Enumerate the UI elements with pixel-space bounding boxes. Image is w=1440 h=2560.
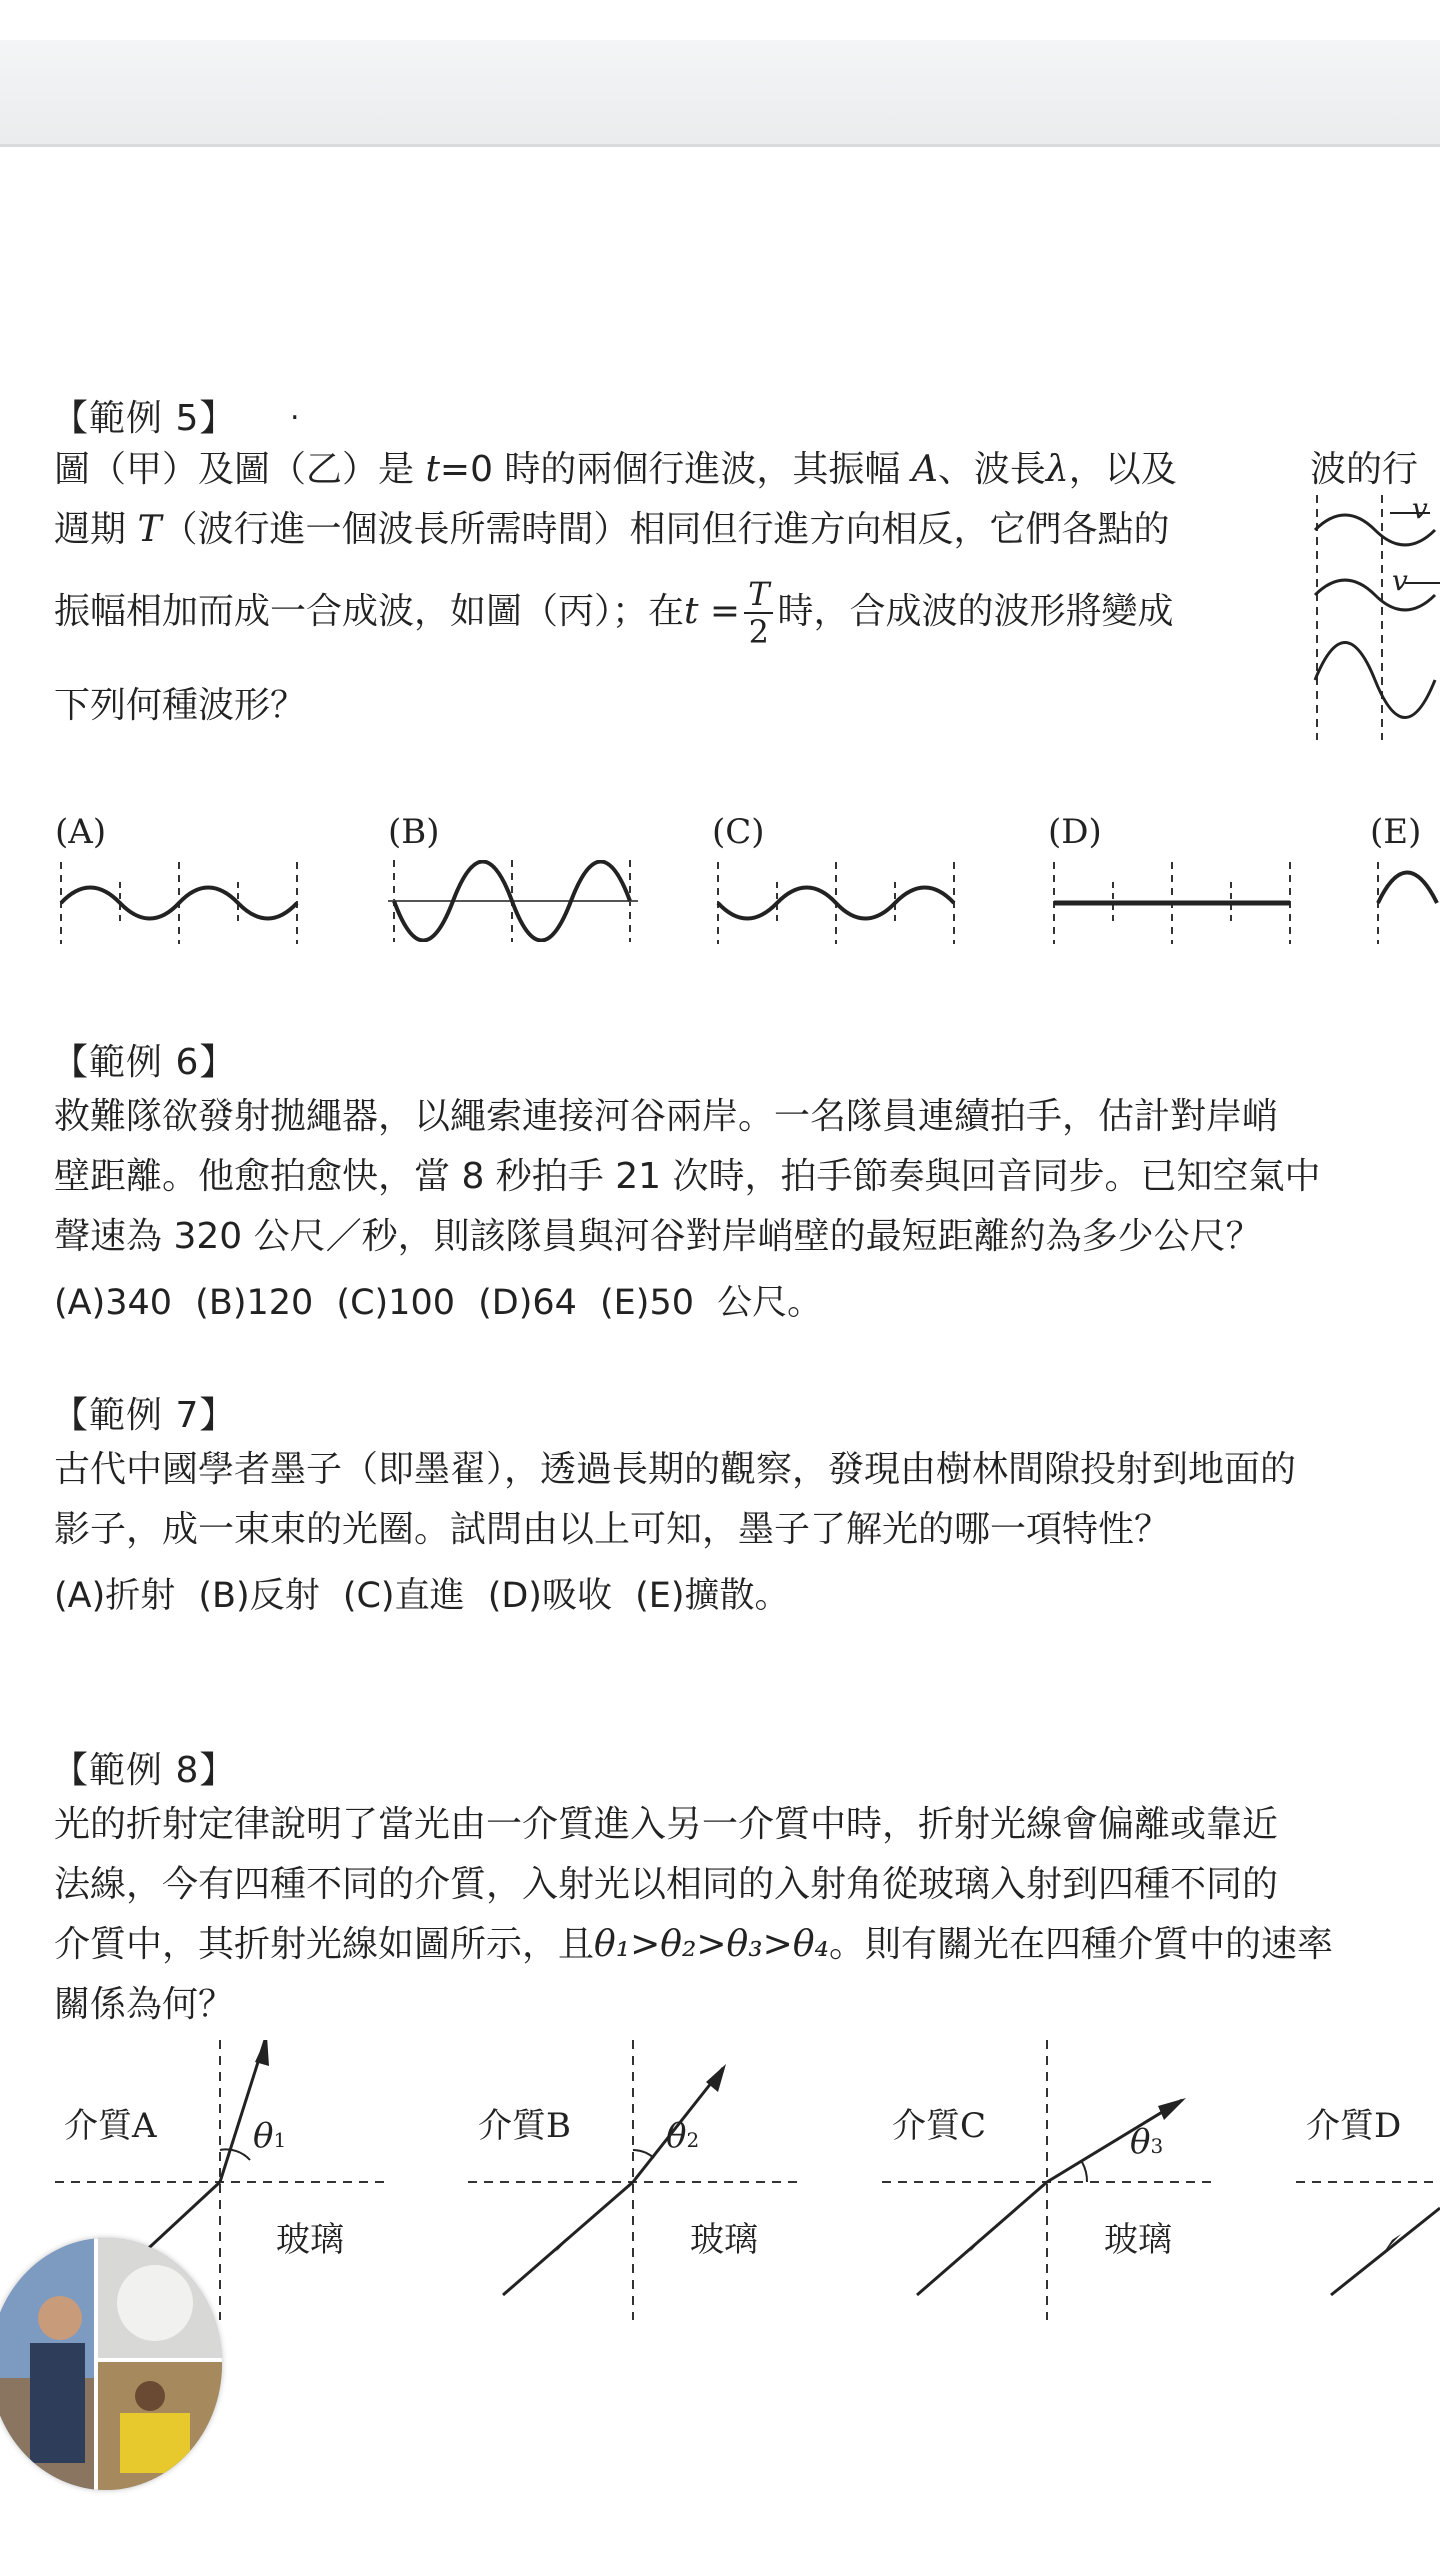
- example-5-line-2: 週期 T（波行進一個波長所需時間）相同但行進方向相反，它們各點的: [54, 509, 1170, 550]
- example-6-line-3: 聲速為 320 公尺／秒，則該隊員與河谷對岸峭壁的最短距離約為多少公尺？: [54, 1216, 1262, 1257]
- example-7-line-1: 古代中國學者墨子（即墨翟），透過長期的觀察，發現由樹林間隙投射到地面的: [54, 1449, 1297, 1490]
- stray-dot: .: [290, 392, 300, 427]
- example-8-line-2: 法線，今有四種不同的介質，入射光以相同的入射角從玻璃入射到四種不同的: [54, 1864, 1279, 1905]
- side-figure-caption: 波的行: [1310, 449, 1419, 490]
- wave-option-c: [712, 862, 962, 944]
- example-6-line-2: 壁距離。他愈拍愈快，當 8 秒拍手 21 次時，拍手節奏與回音同步。已知空氣中: [54, 1156, 1321, 1197]
- wave-option-b: [388, 860, 638, 942]
- viewer-toolbar: [0, 40, 1440, 147]
- glass-c-label: 玻璃: [1104, 2220, 1172, 2260]
- example-7-line-2: 影子，成一束束的光圈。試問由以上可知，墨子了解光的哪一項特性？: [54, 1509, 1171, 1550]
- example-7-options: (A)折射 (B)反射 (C)直進 (D)吸收 (E)擴散。: [54, 1576, 790, 1616]
- side-wave-figure: [1300, 495, 1440, 740]
- example-5-line-1: 圖（甲）及圖（乙）是 t=0 時的兩個行進波，其振幅 A、波長λ，以及: [54, 449, 1177, 490]
- theta-3-label: θ3: [1130, 2122, 1164, 2162]
- medium-b-label: 介質B: [478, 2106, 571, 2146]
- wave-option-a: [55, 862, 305, 944]
- example-6-options: (A)340 (B)120 (C)100 (D)64 (E)50 公尺。: [54, 1283, 823, 1323]
- medium-a-label: 介質A: [64, 2106, 157, 2146]
- example-6-title: 【範例 6】: [52, 1042, 237, 1083]
- medium-c-label: 介質C: [892, 2106, 987, 2146]
- wave-option-d-label: (D): [1048, 812, 1102, 852]
- example-8-title: 【範例 8】: [52, 1750, 237, 1791]
- wave-option-e: [1372, 862, 1440, 944]
- refraction-diagram-d: [1296, 2040, 1440, 2320]
- example-8-line-1: 光的折射定律說明了當光由一介質進入另一介質中時，折射光線會偏離或靠近: [54, 1804, 1279, 1845]
- wave-option-d: [1048, 862, 1298, 944]
- top-status-bar: [0, 0, 1440, 41]
- theta-1-label: θ1: [253, 2116, 287, 2156]
- wave-option-a-label: (A): [55, 812, 107, 852]
- example-8-line-4: 關係為何？: [54, 1984, 235, 2025]
- floating-avatar-bubble[interactable]: [0, 2238, 222, 2490]
- medium-d-label: 介質D: [1306, 2106, 1402, 2146]
- refraction-diagram-b: [468, 2040, 808, 2320]
- wave-option-b-label: (B): [388, 812, 440, 852]
- glass-b-label: 玻璃: [690, 2220, 758, 2260]
- side-velocity-label-1: v: [1412, 492, 1428, 525]
- example-5-title: 【範例 5】: [52, 398, 237, 439]
- side-velocity-label-2: v: [1392, 564, 1408, 597]
- refraction-diagram-c: [882, 2040, 1222, 2320]
- wave-option-e-label: (E): [1370, 812, 1422, 852]
- example-5-line-4: 下列何種波形？: [54, 685, 307, 726]
- example-5-line-3: 振幅相加而成一合成波，如圖（丙）；在t = $\frac{T}{2}$ 時，合成波的波形將變成: [54, 575, 1174, 651]
- avatar-collage: [0, 2238, 222, 2490]
- example-7-title: 【範例 7】: [52, 1395, 237, 1436]
- theta-2-label: θ2: [666, 2116, 700, 2156]
- wave-option-c-label: (C): [712, 812, 765, 852]
- example-8-line-3: 介質中，其折射光線如圖所示，且θ₁>θ₂>θ₃>θ₄。則有關光在四種介質中的速率: [54, 1924, 1333, 1965]
- fraction-t-over-2: $\frac{T}{2}$: [744, 576, 773, 650]
- glass-a-label: 玻璃: [276, 2220, 344, 2260]
- example-6-line-1: 救難隊欲發射拋繩器，以繩索連接河谷兩岸。一名隊員連續拍手，估計對岸峭: [54, 1096, 1279, 1137]
